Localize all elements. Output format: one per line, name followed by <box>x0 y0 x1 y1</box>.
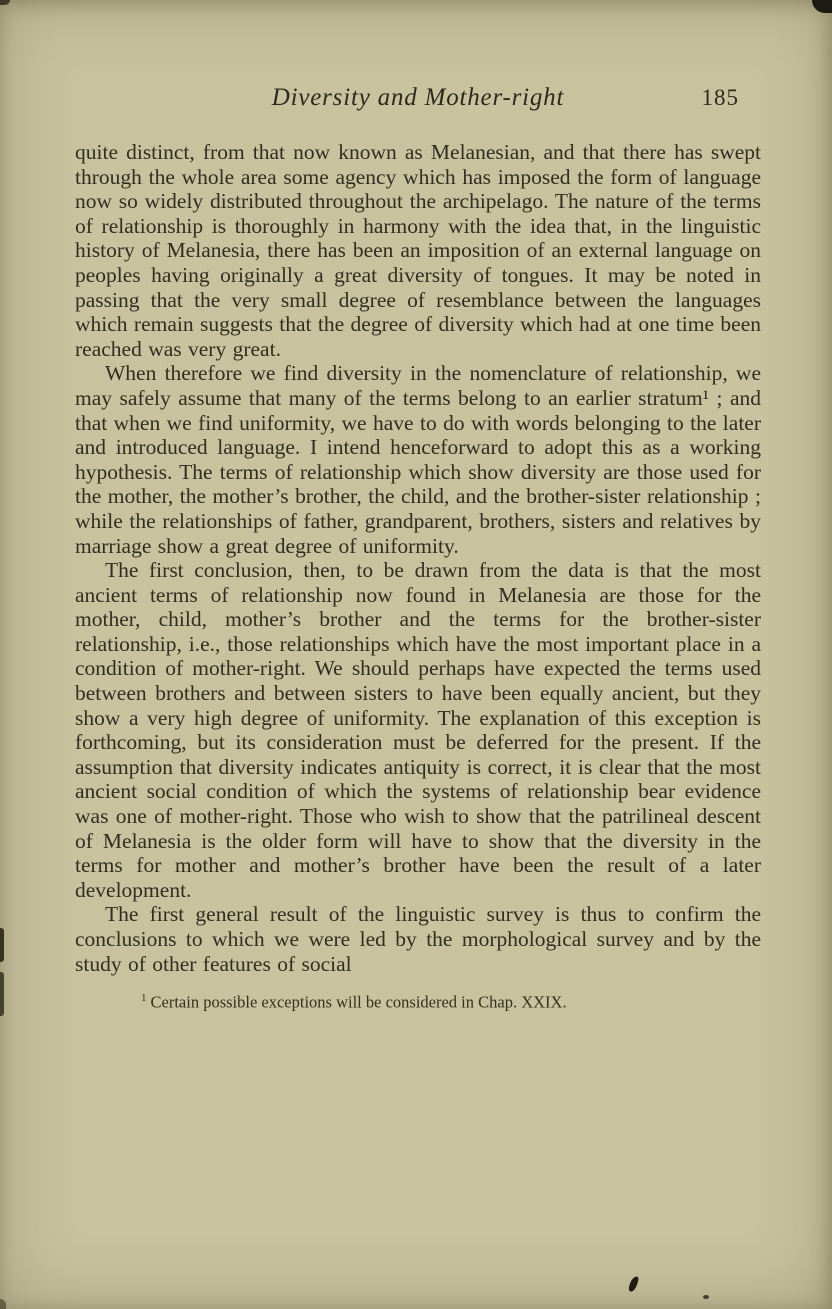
scan-artifact-left-edge <box>0 928 4 962</box>
scan-artifact-bottom-left <box>0 1299 6 1309</box>
paragraph: When therefore we find diversity in the nomenclature of relationship, we may safely assume that many of the terms belong to an earlier stratum¹ ; and that when we find uniformity, we have to do with words belonging to the later and introduced language. I intend henceforward to adopt this as a working hypothesis. The terms of relationship which show diversity are those used for the mother, the mother’s brother, the child, and the brother-sister relationship ; while the relationships of father, grandparent, brothers, sisters and relatives by marriage show a great degree of uniformity. <box>75 361 761 558</box>
running-head <box>75 84 761 118</box>
footnote <box>141 992 761 1013</box>
scan-artifact-left-edge <box>0 972 4 1016</box>
page-number: 185 <box>701 85 739 110</box>
text-block <box>75 84 761 1013</box>
scan-artifact-top-left <box>0 0 10 5</box>
paragraph: quite distinct, from that now known as Melanesian, and that there has swept through the whole area some agency which has imposed the form of language now so widely distributed throughout the archipelago. The nature of the terms of relationship is thoroughly in harmony with the idea that, in the linguistic history of Melanesia, there has been an imposition of an external language on peoples having originally a great diversity of tongues. It may be noted in passing that the very small degree of resemblance between the languages which remain suggests that the degree of diversity which had at one time been reached was very great. <box>75 140 761 361</box>
footnote-text: Certain possible exceptions will be considered in Chap. XXIX. <box>150 992 567 1012</box>
ink-dot-bottom-right <box>703 1295 709 1299</box>
running-title: Diversity and Mother-right <box>271 84 565 111</box>
body-text <box>75 140 761 976</box>
paragraph: The first conclusion, then, to be drawn from the data is that the most ancient terms of relationship now found in Melanesia are those for the mother, child, mother’s brother and the terms for the brother-sister relationship, i.e., those relationships which have the most important place in a condition of mother-right. We should perhaps have expected the terms used between brothers and between sisters to have been equally ancient, but they show a very high degree of uniformity. The explanation of this exception is forthcoming, but its consideration must be deferred for the present. If the assumption that diversity indicates antiquity is correct, it is clear that the most ancient social condition of which the systems of relationship bear evidence was one of mother-right. Those who wish to show that the patrilineal descent of Melanesia is the older form will have to show that the diversity in the terms for mother and mother’s brother have been the result of a later development. <box>75 558 761 902</box>
scan-artifact-top-right <box>812 0 832 13</box>
paragraph: The first general result of the linguistic survey is thus to confirm the conclusions to which we were led by the morphological survey and by the study of other features of social <box>75 902 761 976</box>
ink-mark-bottom-right <box>628 1275 640 1292</box>
footnote-marker: 1 <box>141 992 147 1005</box>
